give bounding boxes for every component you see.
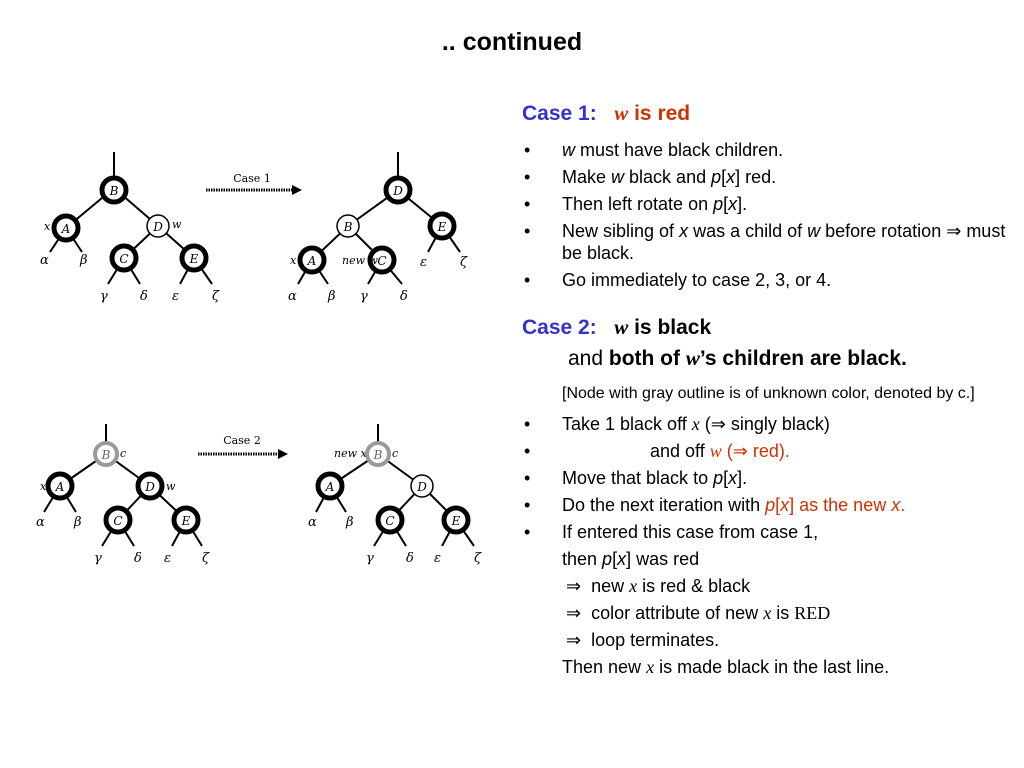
case2-bullet-5: • If entered this case from case 1, <box>524 522 819 542</box>
case2-sub-1: then p[x] was red <box>562 549 700 569</box>
case2-right-node-d <box>411 475 433 497</box>
case1-left-zeta: ζ <box>212 289 220 304</box>
case2-right-node-b <box>367 443 389 465</box>
case1-right-label-new-w: new w <box>342 254 378 267</box>
svg-text:C: C <box>377 254 387 268</box>
svg-text:E: E <box>437 220 447 234</box>
case1-left-delta: δ <box>140 289 148 304</box>
svg-text:D: D <box>393 184 403 198</box>
case2-bullet-4: • Do the next iteration with p[x] as the new x. <box>524 495 906 515</box>
case1-diagram <box>30 148 500 308</box>
case1-arrow-icon <box>206 185 302 195</box>
case2-right-epsilon: ε <box>434 551 441 566</box>
case2-left-label-c: c <box>120 447 127 460</box>
svg-text:B: B <box>373 448 383 462</box>
case2-left-zeta: ζ <box>202 551 210 566</box>
case1-left-node-e <box>182 246 206 270</box>
case2-right-label-new-x: new x <box>334 447 367 460</box>
svg-text:E: E <box>181 514 191 528</box>
case1-right-label-x: x <box>290 254 297 267</box>
case2-sub-5: Then new x is made black in the last line. <box>562 657 890 677</box>
svg-text:D: D <box>145 480 155 494</box>
case1-bullet-4: • New sibling of x was a child of w before rotation ⇒ must be black. <box>524 221 1006 263</box>
case1-bullet-3: • Then left rotate on p[x]. <box>524 194 748 214</box>
case2-heading: Case 2: w is black <box>522 315 712 339</box>
case1-bullet-2: • Make w black and p[x] red. <box>524 167 777 187</box>
case2-left-label-w: w <box>166 480 176 493</box>
case1-left-beta: β <box>80 253 88 268</box>
case1-left-label-w: w <box>172 218 182 231</box>
case2-sub-3: ⇒ color attribute of new x is RED <box>566 603 831 623</box>
case2-left-label-x: x <box>40 480 47 493</box>
case2-right-gamma: γ <box>366 551 374 566</box>
svg-text:E: E <box>451 514 461 528</box>
case1-right-node-e <box>430 214 454 238</box>
implies-icon: ⇒ <box>710 414 726 434</box>
case1-left-node-a <box>54 216 78 240</box>
case2-right-node-a <box>318 474 342 498</box>
case1-bullet-1: • w must have black children. <box>524 140 784 160</box>
implies-icon: ⇒ <box>566 576 582 596</box>
svg-text:B: B <box>343 220 353 234</box>
svg-text:C: C <box>113 514 123 528</box>
case2-left-node-d <box>138 474 162 498</box>
case1-right-zeta: ζ <box>460 255 468 270</box>
case1-left-label-x: x <box>44 220 51 233</box>
case2-arrow-label: Case 2 <box>223 434 261 447</box>
case1-left-node-c <box>112 246 136 270</box>
svg-text:A: A <box>307 254 317 268</box>
implies-icon: ⇒ <box>566 630 582 650</box>
svg-text:B: B <box>109 184 119 198</box>
case2-sub-4: ⇒ loop terminates. <box>566 630 720 650</box>
svg-text:A: A <box>61 222 71 236</box>
svg-text:A: A <box>325 480 335 494</box>
case1-left-node-b <box>102 178 126 202</box>
page-title: .. continued <box>441 28 583 56</box>
case1-right-epsilon: ε <box>420 255 427 270</box>
case2-left-delta: δ <box>134 551 142 566</box>
svg-text:B: B <box>101 448 111 462</box>
implies-icon: ⇒ <box>566 603 582 623</box>
case1-right-alpha: α <box>288 289 297 304</box>
case1-left-node-d <box>147 215 169 237</box>
case2-subheading: and both of w’s children are black. <box>568 346 907 370</box>
case1-right-beta: β <box>328 289 336 304</box>
case1-left-alpha: α <box>40 253 49 268</box>
case2-bullet-1: • Take 1 black off x (⇒ singly black) <box>524 414 830 434</box>
case2-left-node-c <box>106 508 130 532</box>
case1-right-node-d <box>386 178 410 202</box>
case1-arrow-label: Case 1 <box>233 172 271 185</box>
case2-note: [Node with gray outline is of unknown color, denoted by c.] <box>562 385 975 402</box>
case1-right-delta: δ <box>400 289 408 304</box>
case2-left-beta: β <box>74 515 82 530</box>
case2-right-zeta: ζ <box>474 551 482 566</box>
text-column <box>522 100 1012 678</box>
svg-text:E: E <box>189 252 199 266</box>
case2-right-delta: δ <box>406 551 414 566</box>
case1-heading: Case 1: w is red <box>522 101 691 125</box>
case2-left-alpha: α <box>36 515 45 530</box>
case1-bullet-5: • Go immediately to case 2, 3, or 4. <box>524 270 832 290</box>
svg-text:D: D <box>417 480 427 494</box>
case2-arrow-icon <box>198 449 288 459</box>
svg-text:C: C <box>119 252 129 266</box>
implies-icon: ⇒ <box>946 221 962 241</box>
case1-right-node-a <box>300 248 324 272</box>
svg-text:C: C <box>385 514 395 528</box>
case2-left-epsilon: ε <box>164 551 171 566</box>
case2-left-gamma: γ <box>94 551 102 566</box>
case2-sub-2: ⇒ new x is red & black <box>566 576 751 596</box>
case1-right-node-b <box>337 215 359 237</box>
case2-right-label-c: c <box>392 447 399 460</box>
case2-right-node-c <box>378 508 402 532</box>
case2-left-node-b <box>95 443 117 465</box>
case2-left-node-a <box>48 474 72 498</box>
implies-icon: ⇒ <box>732 441 748 461</box>
case2-bullet-3: • Move that black to p[x]. <box>524 468 748 488</box>
case1-left-epsilon: ε <box>172 289 179 304</box>
case1-left-gamma: γ <box>100 289 108 304</box>
case2-left-node-e <box>174 508 198 532</box>
case1-right-gamma: γ <box>360 289 368 304</box>
case2-right-alpha: α <box>308 515 317 530</box>
case2-bullet-2: • and off w (⇒ red). <box>524 441 790 461</box>
case2-diagram <box>30 420 500 580</box>
svg-text:A: A <box>55 480 65 494</box>
svg-text:D: D <box>153 220 163 234</box>
case2-right-node-e <box>444 508 468 532</box>
case2-right-beta: β <box>346 515 354 530</box>
